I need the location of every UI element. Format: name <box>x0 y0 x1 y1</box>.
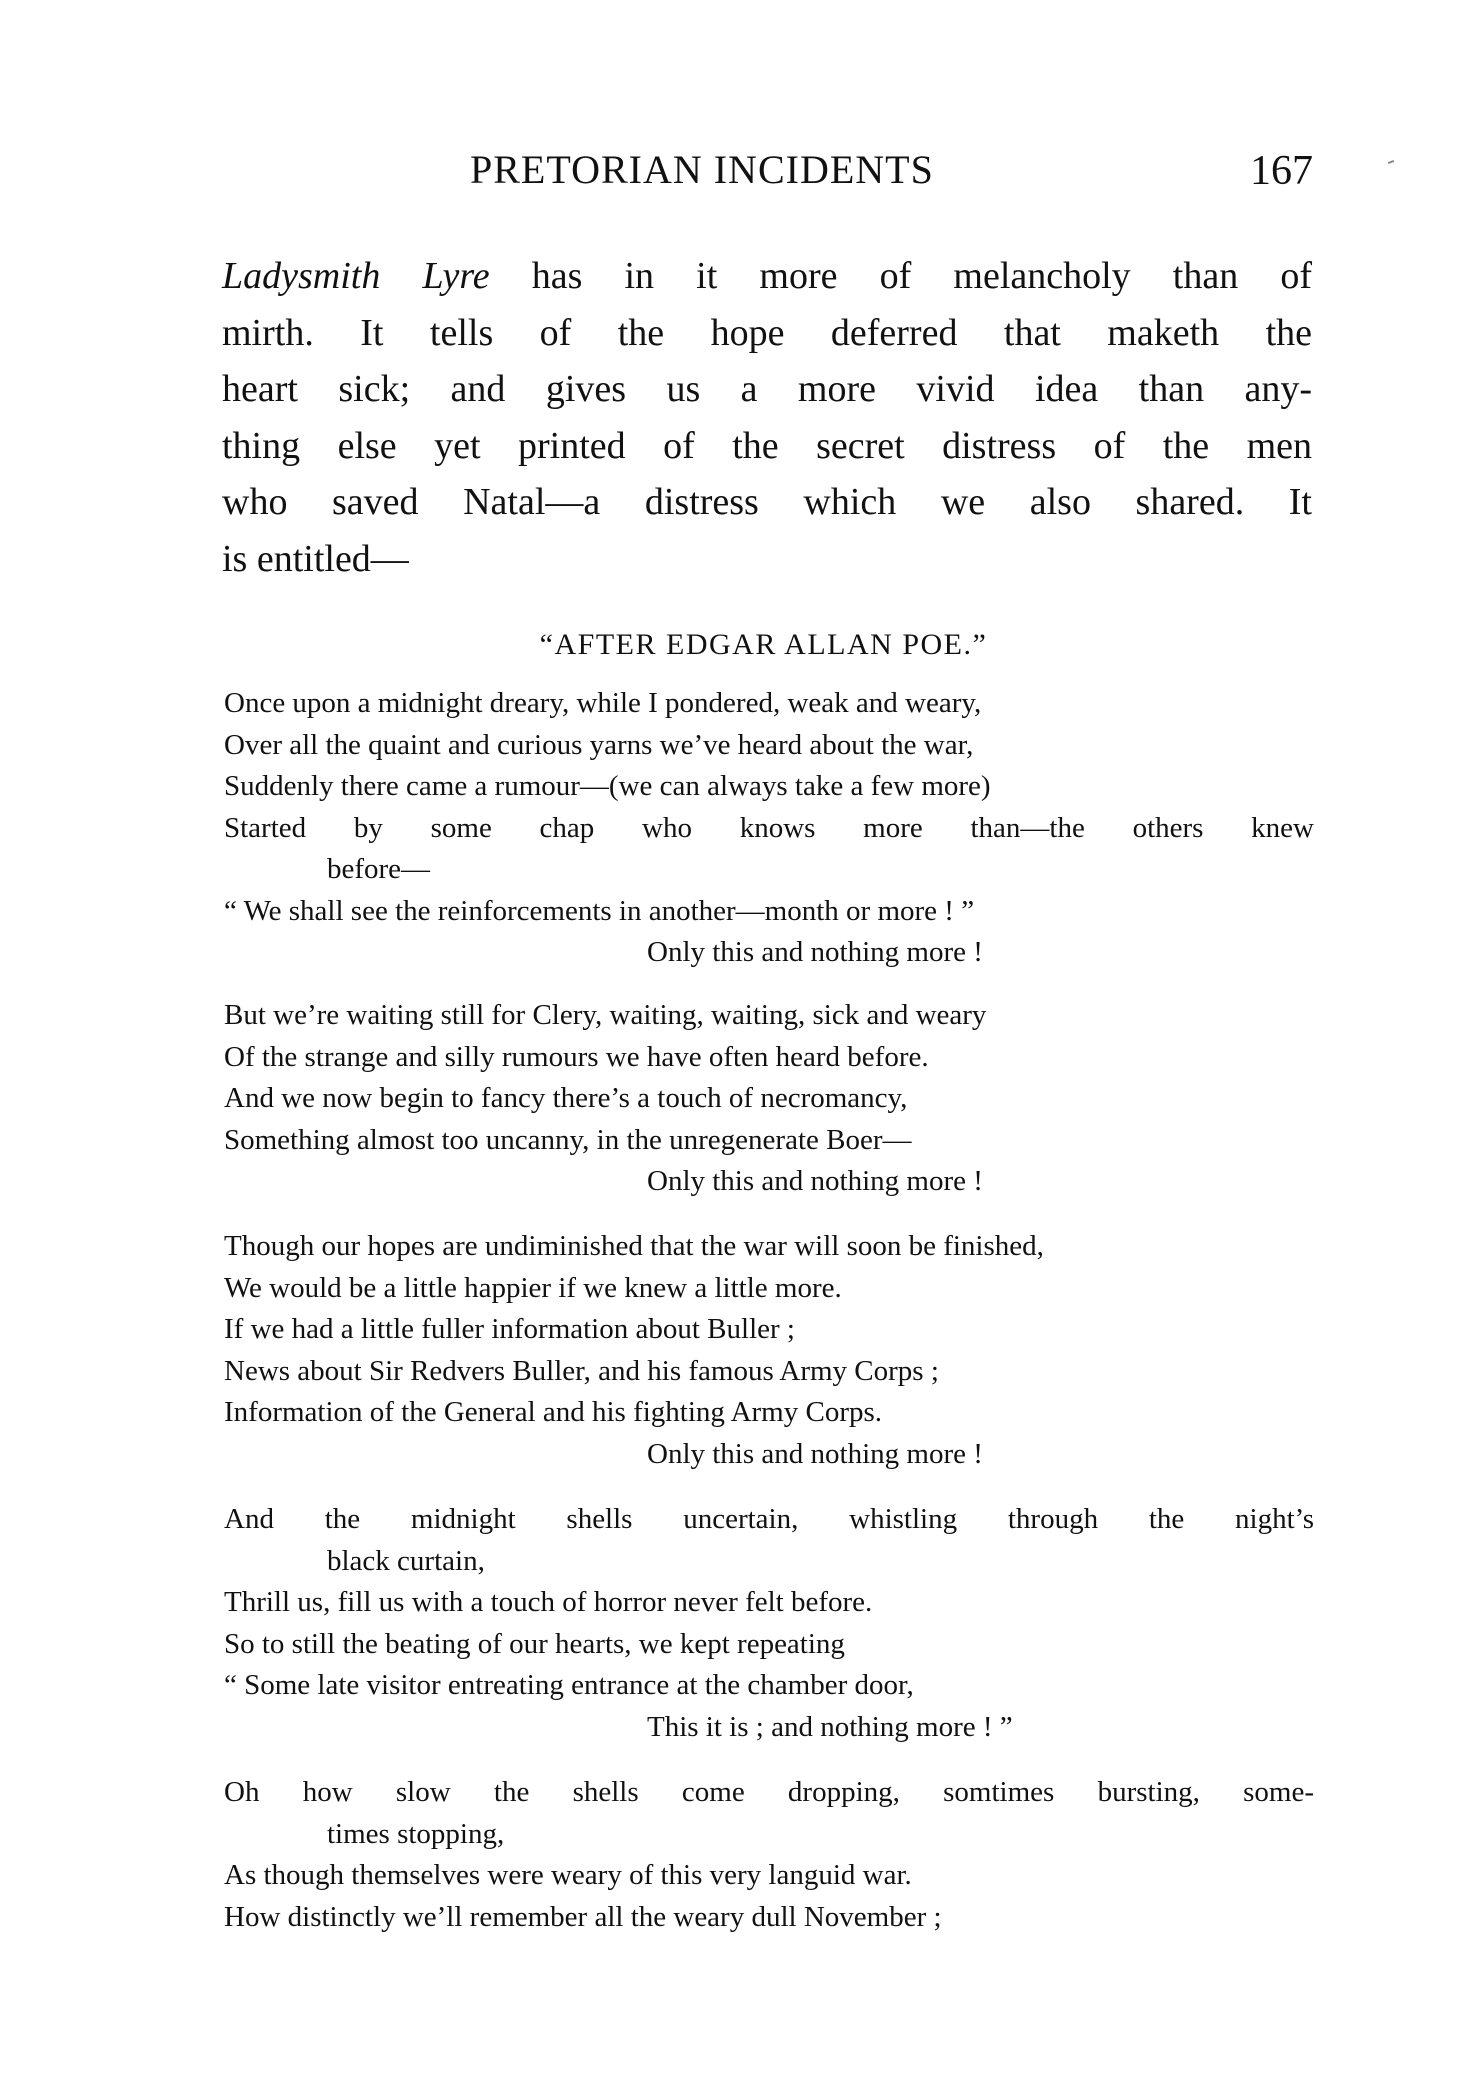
prose-paragraph <box>222 248 1312 587</box>
verse-line: And we now begin to fancy there’s a touch of necromancy, <box>224 1082 908 1114</box>
refrain-line: Only this and nothing more ! <box>647 1437 983 1470</box>
poem-stanza <box>224 995 1314 1203</box>
verse-line: Though our hopes are undiminished that the war will soon be finished, <box>224 1230 1044 1262</box>
running-title: PRETORIAN INCIDENTS <box>470 147 934 192</box>
verse-line: Information of the General and his fighting Army Corps. <box>224 1396 883 1428</box>
verse-line: “ We shall see the reinforcements in another—month or more ! ” <box>224 894 975 927</box>
refrain-line: Only this and nothing more ! <box>647 1165 983 1197</box>
poem-title: “AFTER EDGAR ALLAN POE.” <box>539 628 988 661</box>
book-title-italic: Ladysmith Lyre <box>222 255 490 297</box>
verse-line: So to still the beating of our hearts, we kept repeating <box>224 1627 845 1660</box>
verse-line: Of the strange and silly rumours we have often heard before. <box>224 1040 929 1073</box>
verse-line: We would be a little happier if we knew a little more. <box>224 1271 842 1304</box>
poem-stanza <box>224 1499 1314 1748</box>
verse-line: Started by some chap who knows more than—the others knew <box>224 811 1314 844</box>
verse-line-continuation: black curtain, <box>327 1544 485 1577</box>
verse-line: Over all the quaint and curious yarns we’ve heard about the war, <box>224 728 974 761</box>
poem-stanza <box>224 683 1314 974</box>
verse-line: And the midnight shells uncertain, whistling through the night’s <box>224 1503 1314 1535</box>
prose-line: heart sick; and gives us a more vivid idea than any- <box>222 368 1312 410</box>
verse-line: Oh how slow the shells come dropping, somtimes bursting, some- <box>224 1776 1314 1808</box>
verse-line: But we’re waiting still for Clery, waiting, waiting, sick and weary <box>224 999 987 1031</box>
poem-stanza <box>224 1226 1314 1475</box>
verse-line: As though themselves were weary of this very languid war. <box>224 1859 912 1891</box>
refrain-line: Only this and nothing more ! <box>647 936 983 968</box>
prose-line: thing else yet printed of the secret distress of the men <box>222 424 1312 467</box>
refrain-line: This it is ; and nothing more ! ” <box>647 1710 1013 1743</box>
verse-line: Thrill us, fill us with a touch of horror never felt before. <box>224 1586 873 1618</box>
verse-line-continuation: before— <box>327 853 431 885</box>
scan-speck <box>1388 160 1394 164</box>
verse-line: “ Some late visitor entreating entrance at the chamber door, <box>224 1669 914 1701</box>
poem-stanza <box>224 1772 1314 1938</box>
verse-line: News about Sir Redvers Buller, and his famous Army Corps ; <box>224 1354 939 1387</box>
prose-line: mirth. It tells of the hope deferred that maketh the <box>222 311 1312 354</box>
verse-line: Once upon a midnight dreary, while I pondered, weak and weary, <box>224 687 982 719</box>
prose-line: is entitled— <box>222 537 409 580</box>
prose-line: Ladysmith Lyre has in it more of melancholy than of <box>222 255 1312 297</box>
page-number: 167 <box>1250 148 1313 194</box>
verse-line: Something almost too uncanny, in the unregenerate Boer— <box>224 1123 912 1156</box>
verse-line: If we had a little fuller information about Buller ; <box>224 1313 795 1345</box>
verse-line: How distinctly we’ll remember all the weary dull November ; <box>224 1900 942 1933</box>
verse-line-continuation: times stopping, <box>327 1817 505 1850</box>
verse-line: Suddenly there came a rumour—(we can always take a few more) <box>224 770 991 802</box>
prose-line: who saved Natal—a distress which we also shared. It <box>222 481 1312 523</box>
